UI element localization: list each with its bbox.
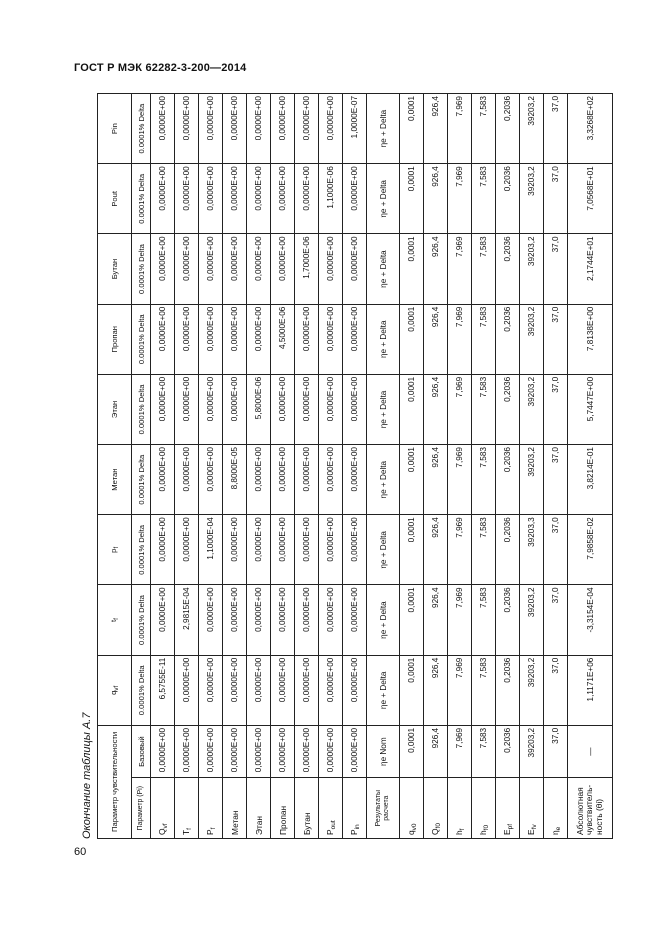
delta-header: 0.0001% Delta bbox=[132, 515, 151, 585]
symbol: Этан bbox=[253, 815, 264, 835]
value-cell: 926,4 bbox=[424, 585, 448, 655]
value-cell: 0,0000E+00 bbox=[295, 585, 319, 655]
value-cell: 0,0000E+00 bbox=[223, 655, 247, 725]
symbol-subscript: f bbox=[209, 827, 217, 830]
row-label bbox=[400, 778, 424, 839]
value-cell: 0,0000E+00 bbox=[247, 164, 271, 234]
symbol-subscript: fv bbox=[530, 824, 538, 830]
base-value: 926,4 bbox=[424, 725, 448, 778]
value-cell: 0,0001 bbox=[400, 655, 424, 725]
column-header bbox=[98, 94, 132, 164]
symbol: Метан bbox=[229, 810, 240, 835]
value-cell: 7,583 bbox=[472, 164, 496, 234]
base-value: 0,2036 bbox=[496, 725, 520, 778]
row-label bbox=[544, 778, 568, 839]
value-cell: 0,0000E+00 bbox=[271, 655, 295, 725]
symbol: Пропан bbox=[277, 805, 288, 835]
results-column-header: ηe + Delta bbox=[367, 304, 400, 374]
abs-value-cell: 7,0568E+01 bbox=[568, 164, 613, 234]
symbol: q bbox=[405, 830, 416, 835]
value-cell: 0,0001 bbox=[400, 234, 424, 304]
value-cell: 37,0 bbox=[544, 164, 568, 234]
value-cell: 0,0000E+00 bbox=[151, 94, 175, 164]
document-code: ГОСТ Р МЭК 62282-3-200—2014 bbox=[74, 62, 247, 74]
value-cell: 7,969 bbox=[448, 234, 472, 304]
value-cell: 0,0000E+00 bbox=[151, 515, 175, 585]
value-cell: 39203,2 bbox=[520, 655, 544, 725]
value-cell: 0,0000E+00 bbox=[175, 445, 199, 515]
symbol-subscript: vf bbox=[161, 823, 169, 829]
value-cell: 0,0001 bbox=[400, 445, 424, 515]
column-subscript: f bbox=[113, 546, 120, 549]
value-cell: 0,0001 bbox=[400, 164, 424, 234]
column-header bbox=[98, 164, 132, 234]
results-label-cell: Результаты расчета bbox=[367, 778, 400, 839]
table-row bbox=[223, 94, 247, 839]
value-cell: 5,8000E-06 bbox=[247, 374, 271, 444]
row-label bbox=[472, 778, 496, 839]
value-cell: 39203,2 bbox=[520, 585, 544, 655]
value-cell: 0,0000E+00 bbox=[343, 585, 367, 655]
value-cell: 0,0000E+00 bbox=[151, 304, 175, 374]
row-label bbox=[151, 778, 175, 839]
value-cell: 7,583 bbox=[472, 304, 496, 374]
column-header bbox=[98, 445, 132, 515]
value-cell: 0,0000E+00 bbox=[271, 94, 295, 164]
table-row bbox=[343, 94, 367, 839]
value-cell: 0,0000E+00 bbox=[223, 234, 247, 304]
value-cell: 0,0000E+00 bbox=[151, 445, 175, 515]
value-cell: 7,583 bbox=[472, 94, 496, 164]
abs-label-cell: Абсолютная чувствитель-ность (θi) bbox=[568, 778, 613, 839]
value-cell: 7,583 bbox=[472, 234, 496, 304]
symbol: η bbox=[549, 830, 560, 835]
value-cell: 0,0001 bbox=[400, 515, 424, 585]
value-cell: 0,0000E+00 bbox=[247, 585, 271, 655]
results-column-header: ηe + Delta bbox=[367, 445, 400, 515]
value-cell: 0,0000E+00 bbox=[151, 164, 175, 234]
value-cell: 0,0000E+00 bbox=[295, 164, 319, 234]
column-header bbox=[98, 304, 132, 374]
value-cell: 1,1000E-04 bbox=[199, 515, 223, 585]
symbol: P bbox=[204, 829, 215, 835]
param-label-cell: Параметр (Pi) bbox=[132, 778, 151, 839]
symbol: T bbox=[180, 829, 191, 835]
value-cell: 0,0000E+00 bbox=[319, 515, 343, 585]
value-cell: 0,0000E+00 bbox=[271, 515, 295, 585]
value-cell: 37,0 bbox=[544, 374, 568, 444]
value-cell: 0,0000E+00 bbox=[319, 234, 343, 304]
row-label bbox=[271, 778, 295, 839]
value-cell: 0,0000E+00 bbox=[343, 445, 367, 515]
value-cell: 7,583 bbox=[472, 445, 496, 515]
value-cell: 1,1000E-06 bbox=[319, 164, 343, 234]
value-cell: 0,0000E+00 bbox=[343, 234, 367, 304]
value-cell: 0,2036 bbox=[496, 94, 520, 164]
symbol-subscript: f0 bbox=[482, 824, 490, 831]
value-cell: 0,2036 bbox=[496, 304, 520, 374]
symbol: h bbox=[453, 830, 464, 835]
value-cell: 0,0000E+00 bbox=[271, 585, 295, 655]
value-cell: 0,0000E+00 bbox=[199, 445, 223, 515]
delta-header: 0.0001% Delta bbox=[132, 374, 151, 444]
value-cell: 0,0000E+00 bbox=[271, 234, 295, 304]
value-cell: 0,0000E+00 bbox=[223, 515, 247, 585]
column-header bbox=[98, 585, 132, 655]
value-cell: 7,969 bbox=[448, 445, 472, 515]
base-value: 0,0000E+00 bbox=[343, 725, 367, 778]
column-header bbox=[98, 234, 132, 304]
table-row bbox=[400, 94, 424, 839]
abs-value-cell: 5,7447E+00 bbox=[568, 374, 613, 444]
delta-header: 0.0001% Delta bbox=[132, 655, 151, 725]
row-label bbox=[343, 778, 367, 839]
abs-value-cell: 7,9858E-02 bbox=[568, 515, 613, 585]
value-cell: 7,969 bbox=[448, 655, 472, 725]
abs-value-cell: 1,1171E+06 bbox=[568, 655, 613, 725]
symbol: Q bbox=[156, 828, 167, 835]
table-row bbox=[448, 94, 472, 839]
table-row bbox=[472, 94, 496, 839]
symbol-subscript: pf bbox=[506, 823, 514, 830]
value-cell: 0,0000E+00 bbox=[175, 94, 199, 164]
base-value: 37,0 bbox=[544, 725, 568, 778]
value-cell: 0,0000E+00 bbox=[175, 374, 199, 444]
symbol-subscript: f bbox=[185, 828, 193, 830]
symbol: E bbox=[501, 829, 512, 835]
value-cell: 0,2036 bbox=[496, 164, 520, 234]
base-value: 0,0000E+00 bbox=[271, 725, 295, 778]
value-cell: 0,0000E+00 bbox=[223, 304, 247, 374]
column-header bbox=[98, 374, 132, 444]
value-cell: 0,0000E+00 bbox=[151, 374, 175, 444]
column-symbol: Пропан bbox=[110, 326, 119, 353]
value-cell: 39203,2 bbox=[520, 304, 544, 374]
column-subscript: vf bbox=[113, 685, 120, 691]
results-column-header: ηe + Delta bbox=[367, 585, 400, 655]
value-cell: 0,0000E+00 bbox=[343, 304, 367, 374]
table-title-cell: Параметр чувствительности bbox=[98, 725, 132, 838]
value-cell: 0,0000E+00 bbox=[295, 515, 319, 585]
value-cell: 0,0000E+00 bbox=[319, 304, 343, 374]
value-cell: 926,4 bbox=[424, 655, 448, 725]
value-cell: 7,583 bbox=[472, 585, 496, 655]
row-label bbox=[247, 778, 271, 839]
table-row bbox=[424, 94, 448, 839]
value-cell: 39203,2 bbox=[520, 445, 544, 515]
column-symbol: t bbox=[109, 619, 118, 623]
value-cell: 0,0000E+00 bbox=[247, 445, 271, 515]
table-row bbox=[247, 94, 271, 839]
value-cell: 4,5000E-06 bbox=[271, 304, 295, 374]
value-cell: 0,0000E+00 bbox=[199, 234, 223, 304]
base-value: 0,0000E+00 bbox=[247, 725, 271, 778]
value-cell: 0,0000E+00 bbox=[295, 304, 319, 374]
value-cell: 926,4 bbox=[424, 234, 448, 304]
value-cell: 0,0000E+00 bbox=[247, 515, 271, 585]
abs-value-cell: 3,8214E-01 bbox=[568, 445, 613, 515]
row-label bbox=[175, 778, 199, 839]
value-cell: 37,0 bbox=[544, 304, 568, 374]
symbol-subscript: e bbox=[554, 826, 562, 831]
column-symbol: p bbox=[109, 548, 118, 553]
value-cell: 8,8000E-05 bbox=[223, 445, 247, 515]
value-cell: 0,0000E+00 bbox=[175, 234, 199, 304]
value-cell: 39203,2 bbox=[520, 164, 544, 234]
base-value: 0,0000E+00 bbox=[151, 725, 175, 778]
value-cell: 0,0001 bbox=[400, 94, 424, 164]
value-cell: 39203,2 bbox=[520, 94, 544, 164]
value-cell: 7,583 bbox=[472, 374, 496, 444]
abs-base-value: — bbox=[568, 725, 613, 778]
value-cell: 926,4 bbox=[424, 515, 448, 585]
column-header bbox=[98, 655, 132, 725]
base-value: 0,0000E+00 bbox=[199, 725, 223, 778]
value-cell: 0,0000E+00 bbox=[175, 164, 199, 234]
value-cell: 37,0 bbox=[544, 515, 568, 585]
value-cell: 0,0000E+00 bbox=[199, 304, 223, 374]
value-cell: 0,0000E+00 bbox=[319, 585, 343, 655]
value-cell: 37,0 bbox=[544, 655, 568, 725]
value-cell: 0,0000E+00 bbox=[223, 374, 247, 444]
table-caption: Окончание таблицы А.7 bbox=[81, 712, 93, 839]
table-row bbox=[295, 94, 319, 839]
base-header: Базовый bbox=[132, 725, 151, 778]
results-column-header: ηe + Delta bbox=[367, 374, 400, 444]
base-value: 0,0000E+00 bbox=[295, 725, 319, 778]
value-cell: 1,7000E-06 bbox=[295, 234, 319, 304]
value-cell: 0,0000E+00 bbox=[175, 304, 199, 374]
results-column-header: ηe + Delta bbox=[367, 164, 400, 234]
value-cell: 37,0 bbox=[544, 445, 568, 515]
rotated-table-container bbox=[97, 93, 604, 839]
row-label bbox=[520, 778, 544, 839]
delta-header: 0.0001% Delta bbox=[132, 94, 151, 164]
value-cell: 0,0000E+00 bbox=[319, 94, 343, 164]
value-cell: 0,2036 bbox=[496, 445, 520, 515]
value-cell: 1,0000E-07 bbox=[343, 94, 367, 164]
value-cell: 0,0000E+00 bbox=[199, 585, 223, 655]
column-symbol: q bbox=[109, 690, 118, 695]
value-cell: 7,969 bbox=[448, 585, 472, 655]
value-cell: 0,2036 bbox=[496, 515, 520, 585]
results-column-header: ηe + Delta bbox=[367, 515, 400, 585]
value-cell: 7,969 bbox=[448, 164, 472, 234]
value-cell: 7,969 bbox=[448, 374, 472, 444]
base-value: 7,583 bbox=[472, 725, 496, 778]
value-cell: 37,0 bbox=[544, 585, 568, 655]
symbol-subscript: f bbox=[458, 828, 466, 831]
delta-header: 0.0001% Delta bbox=[132, 304, 151, 374]
base-value: 7,969 bbox=[448, 725, 472, 778]
value-cell: 0,0000E+00 bbox=[343, 374, 367, 444]
table-row bbox=[199, 94, 223, 839]
row-label bbox=[424, 778, 448, 839]
value-cell: 7,969 bbox=[448, 515, 472, 585]
value-cell: 0,0000E+00 bbox=[199, 374, 223, 444]
abs-value-cell: 2,1744E+01 bbox=[568, 234, 613, 304]
delta-header: 0.0001% Delta bbox=[132, 234, 151, 304]
value-cell: 7,583 bbox=[472, 515, 496, 585]
base-value: 39203,2 bbox=[520, 725, 544, 778]
row-label bbox=[319, 778, 343, 839]
symbol-subscript: in bbox=[353, 824, 361, 830]
value-cell: 0,0000E+00 bbox=[223, 585, 247, 655]
value-cell: 0,0000E+00 bbox=[295, 445, 319, 515]
results-column-header: ηe + Delta bbox=[367, 94, 400, 164]
value-cell: 39203,2 bbox=[520, 234, 544, 304]
delta-header: 0.0001% Delta bbox=[132, 585, 151, 655]
table-row bbox=[319, 94, 343, 839]
results-base-header: ηe Nom bbox=[367, 725, 400, 778]
abs-value-cell: 3,3268E+02 bbox=[568, 94, 613, 164]
table-row bbox=[496, 94, 520, 839]
value-cell: 926,4 bbox=[424, 94, 448, 164]
symbol: h bbox=[477, 830, 488, 835]
symbol: P bbox=[348, 829, 359, 835]
column-symbol: Pin bbox=[110, 123, 119, 135]
value-cell: 37,0 bbox=[544, 94, 568, 164]
value-cell: 926,4 bbox=[424, 304, 448, 374]
delta-header: 0.0001% Delta bbox=[132, 445, 151, 515]
base-value: 0,0000E+00 bbox=[175, 725, 199, 778]
value-cell: 926,4 bbox=[424, 445, 448, 515]
value-cell: 0,0000E+00 bbox=[319, 374, 343, 444]
value-cell: 0,0000E+00 bbox=[319, 655, 343, 725]
value-cell: 0,0000E+00 bbox=[199, 164, 223, 234]
value-cell: 2,9815E-04 bbox=[175, 585, 199, 655]
symbol-subscript: v0 bbox=[410, 823, 418, 831]
value-cell: 0,0000E+00 bbox=[199, 655, 223, 725]
value-cell: 6,5755E-11 bbox=[151, 655, 175, 725]
symbol-subscript: out bbox=[329, 820, 337, 830]
column-subscript: f bbox=[113, 618, 120, 620]
value-cell: 0,0001 bbox=[400, 304, 424, 374]
table-row bbox=[151, 94, 175, 839]
value-cell: 7,583 bbox=[472, 655, 496, 725]
value-cell: 0,0000E+00 bbox=[247, 234, 271, 304]
value-cell: 0,0001 bbox=[400, 374, 424, 444]
value-cell: 926,4 bbox=[424, 374, 448, 444]
row-label bbox=[496, 778, 520, 839]
column-symbol: Этан bbox=[110, 400, 119, 419]
value-cell: 0,0001 bbox=[400, 585, 424, 655]
value-cell: 0,0000E+00 bbox=[151, 585, 175, 655]
value-cell: 7,969 bbox=[448, 304, 472, 374]
abs-value-cell: 7,8138E+00 bbox=[568, 304, 613, 374]
value-cell: 39203,2 bbox=[520, 374, 544, 444]
value-cell: 0,0000E+00 bbox=[223, 164, 247, 234]
value-cell: 0,0000E+00 bbox=[199, 94, 223, 164]
column-header bbox=[98, 515, 132, 585]
base-value: 0,0000E+00 bbox=[319, 725, 343, 778]
base-value: 0,0001 bbox=[400, 725, 424, 778]
value-cell: 0,0000E+00 bbox=[343, 655, 367, 725]
delta-header: 0.0001% Delta bbox=[132, 164, 151, 234]
value-cell: 0,0000E+00 bbox=[247, 655, 271, 725]
value-cell: 0,2036 bbox=[496, 234, 520, 304]
value-cell: 0,0000E+00 bbox=[247, 304, 271, 374]
value-cell: 0,0000E+00 bbox=[175, 515, 199, 585]
page-number: 60 bbox=[74, 846, 87, 858]
column-symbol: Бутан bbox=[110, 258, 119, 280]
base-value: 0,0000E+00 bbox=[223, 725, 247, 778]
symbol: P bbox=[324, 829, 335, 835]
table-row bbox=[271, 94, 295, 839]
row-label bbox=[448, 778, 472, 839]
value-cell: 0,2036 bbox=[496, 374, 520, 444]
column-symbol: Метан bbox=[110, 468, 119, 491]
value-cell: 926,4 bbox=[424, 164, 448, 234]
table-row bbox=[175, 94, 199, 839]
value-cell: 0,0000E+00 bbox=[271, 374, 295, 444]
column-symbol: Pout bbox=[110, 191, 119, 207]
results-column-header: ηe + Delta bbox=[367, 234, 400, 304]
value-cell: 39203,3 bbox=[520, 515, 544, 585]
value-cell: 0,0000E+00 bbox=[295, 655, 319, 725]
row-label bbox=[199, 778, 223, 839]
row-label bbox=[223, 778, 247, 839]
value-cell: 0,0000E+00 bbox=[343, 164, 367, 234]
symbol: E bbox=[525, 829, 536, 835]
value-cell: 0,0000E+00 bbox=[271, 164, 295, 234]
value-cell: 37,0 bbox=[544, 234, 568, 304]
value-cell: 0,0000E+00 bbox=[319, 445, 343, 515]
results-column-header: ηe + Delta bbox=[367, 655, 400, 725]
table-row bbox=[544, 94, 568, 839]
value-cell: 0,0000E+00 bbox=[295, 374, 319, 444]
value-cell: 0,0000E+00 bbox=[271, 445, 295, 515]
abs-value-cell: -3,3154E-04 bbox=[568, 585, 613, 655]
symbol: Бутан bbox=[301, 812, 312, 835]
symbol: Q bbox=[429, 828, 440, 835]
value-cell: 0,0000E+00 bbox=[223, 94, 247, 164]
value-cell: 0,0000E+00 bbox=[151, 234, 175, 304]
value-cell: 0,0000E+00 bbox=[343, 515, 367, 585]
value-cell: 0,0000E+00 bbox=[175, 655, 199, 725]
value-cell: 0,0000E+00 bbox=[247, 94, 271, 164]
value-cell: 0,0000E+00 bbox=[295, 94, 319, 164]
sensitivity-table bbox=[97, 93, 613, 839]
table-row bbox=[520, 94, 544, 839]
symbol-subscript: f0 bbox=[434, 823, 442, 829]
value-cell: 7,969 bbox=[448, 94, 472, 164]
value-cell: 0,2036 bbox=[496, 655, 520, 725]
row-label bbox=[295, 778, 319, 839]
value-cell: 0,2036 bbox=[496, 585, 520, 655]
